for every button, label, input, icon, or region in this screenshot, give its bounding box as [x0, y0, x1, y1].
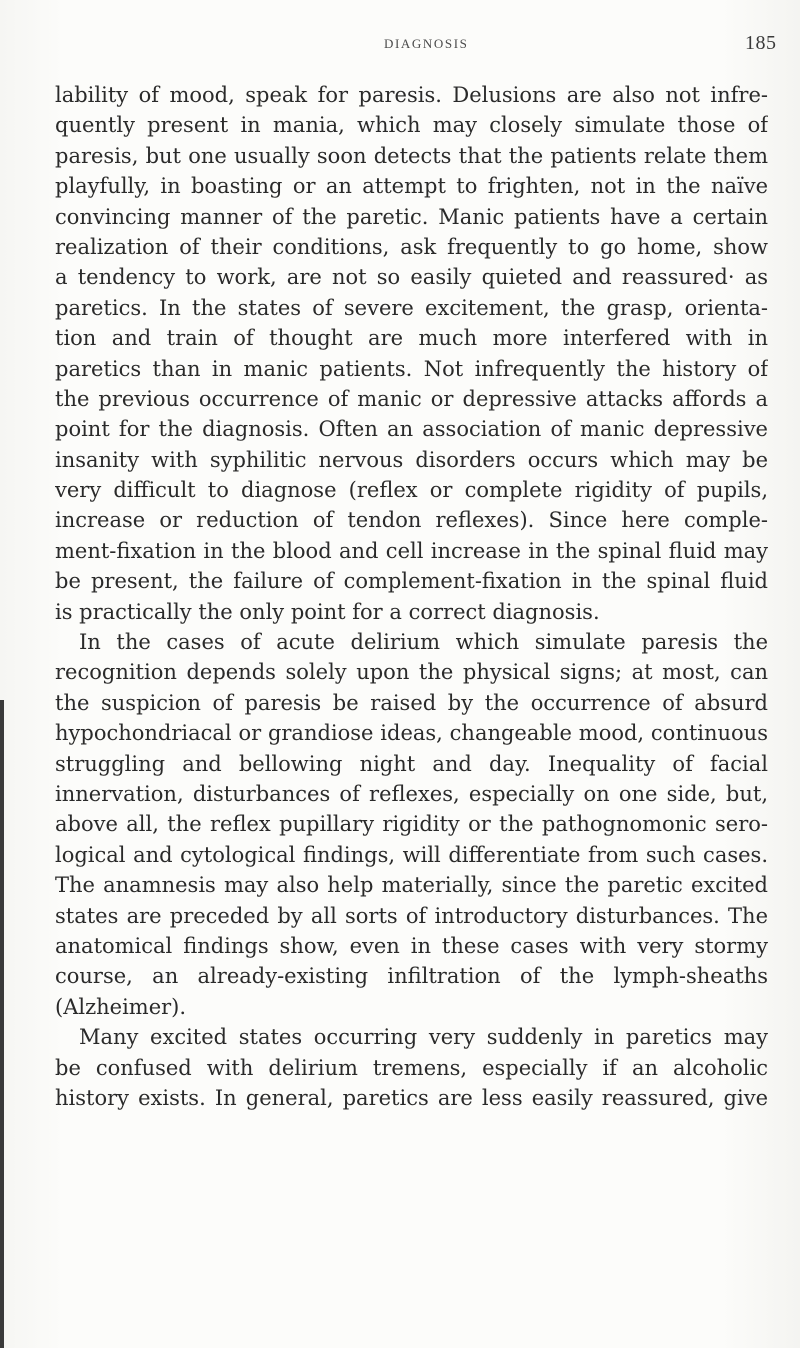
text-line: course, an already-existing infiltration of the lymph-sheaths [55, 964, 768, 989]
body-text [55, 80, 768, 1113]
text-line: paretics. In the states of severe excitement, the grasp, orienta- [55, 295, 768, 320]
text-line: the previous occurrence of manic or depressive attacks affords a [55, 386, 768, 411]
text-line: very difficult to diagnose (reflex or complete rigidity of pupils, [55, 478, 768, 503]
text-line: above all, the reflex pupillary rigidity or the pathognomonic sero- [55, 812, 768, 837]
text-line: tion and train of thought are much more interfered with in [55, 326, 768, 351]
paragraph-start-line: In the cases of acute delirium which simulate paresis the [79, 630, 768, 655]
text-line: recognition depends solely upon the physical signs; at most, can [55, 660, 768, 685]
text-line: logical and cytological findings, will differentiate from such cases. [55, 842, 768, 867]
running-head [0, 34, 800, 64]
text-line: convincing manner of the paretic. Manic patients have a certain [55, 204, 768, 229]
text-line: innervation, disturbances of reflexes, especially on one side, but, [55, 781, 768, 806]
text-line: anatomical findings show, even in these cases with very stormy [55, 933, 768, 958]
text-line: hypochondriacal or grandiose ideas, changeable mood, continuous [55, 721, 768, 746]
text-line: realization of their conditions, ask frequently to go home, show [55, 234, 768, 259]
text-line: insanity with syphilitic nervous disorders occurs which may be [55, 447, 768, 472]
text-line: struggling and bellowing night and day. Inequality of facial [55, 751, 768, 776]
text-line: ment-fixation in the blood and cell increase in the spinal fluid may [55, 538, 768, 563]
text-line: increase or reduction of tendon reflexes). Since here comple- [55, 508, 768, 533]
text-line: history exists. In general, paretics are less easily reassured, give [55, 1085, 768, 1110]
paragraph-start-line: Many excited states occurring very suddenly in paretics may [79, 1025, 768, 1050]
text-line: quently present in mania, which may closely simulate those of [55, 113, 768, 138]
text-line: (Alzheimer). [55, 994, 187, 1019]
text-line: paretics than in manic patients. Not infrequently the history of [55, 356, 768, 381]
binding-edge [0, 700, 4, 1348]
text-line: be present, the failure of complement-fixation in the spinal fluid [55, 569, 768, 594]
running-title: DIAGNOSIS [384, 36, 469, 51]
text-line: the suspicion of paresis be raised by the occurrence of absurd [55, 690, 768, 715]
text-line: The anamnesis may also help materially, since the paretic excited [55, 873, 768, 898]
text-line: is practically the only point for a correct diagnosis. [55, 599, 600, 624]
text-line: paresis, but one usually soon detects that the patients relate them [55, 143, 768, 168]
text-line: states are preceded by all sorts of introductory disturbances. The [55, 903, 768, 928]
text-line: a tendency to work, are not so easily quieted and reassured· as [55, 265, 768, 290]
text-line: point for the diagnosis. Often an association of manic depressive [55, 417, 768, 442]
page-number: 185 [745, 32, 777, 54]
text-line: playfully, in boasting or an attempt to frighten, not in the naïve [55, 174, 768, 199]
text-line: be confused with delirium tremens, especially if an alcoholic [55, 1055, 768, 1080]
text-line: lability of mood, speak for paresis. Delusions are also not infre- [55, 83, 768, 107]
